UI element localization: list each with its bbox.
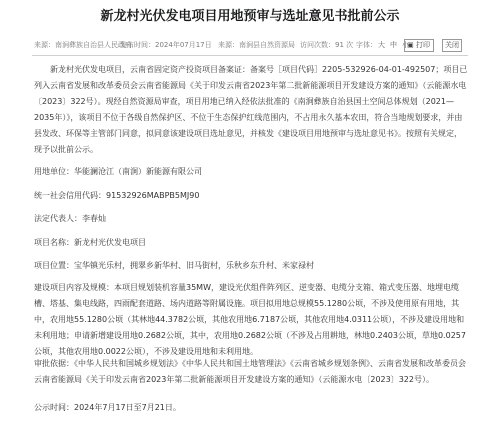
close-label: 关闭 <box>445 41 459 49</box>
location-line: 项目位置：宝华镇光乐村，拥翠乡新华村、旧马街村，乐秋乡东升村、米家禄村 <box>34 261 314 270</box>
print-icon: ▣ <box>407 41 414 49</box>
scale-paragraph: 建设项目内容及规模：本项目规划装机容量35MW，建设光伏组件阵列区、逆变器、电缆分支箱、箱式变压器、地埋电缆槽、塔基、集电线路，四雨配套道路、场内道路等附属设施。项目拟用地总规模55.1280公顷，不涉及使用原有用地，其中，农用地55.1280公顷（其林地44.3782公顷，其他农用地6.7187公顷，其他农用地4.0311公顷），不涉及建设用地和未利用地；申请新增建设用地0.2682公顷，其中，农用地0.2682公顷（不涉及占用耕地，林地0.2403公顷，草地0.0257公顷，其他农用地0.0022公顷），不涉及建设用地和未利用地。 <box>34 283 466 356</box>
legal-rep-line: 法定代表人：李春灿 <box>34 214 106 223</box>
article-meta-bar <box>34 38 462 52</box>
view-count: 访问次数：91 次 <box>300 41 354 49</box>
font-size-large-button[interactable]: 大 <box>378 41 385 49</box>
credit-code-line: 统一社会信用代码：91532926MABPB5MJ90 <box>34 191 200 200</box>
font-size-small-button[interactable]: 小 <box>402 41 409 49</box>
close-button[interactable] <box>442 39 462 52</box>
print-label: 打印 <box>416 41 430 49</box>
font-size-label: 字体： <box>356 41 377 49</box>
intro-paragraph: 新龙村光伏发电项目，云南省固定资产投资项目备案证：备案号［项目代码］2205-532926-04-01-492507；项目已列入云南省发展和改革委员会云南省能源局《关于印发云南省2023年第二批新能源项目开发建设方案的通知》（云能源水电〔2023〕322号）。现经自然资源局审查，项目用地已纳入经依法批准的《南涧彝族自治县国土空间总体规划（2021—2035年）》，该项目不位于各级自然保护区、不位于生态保护红线范围内，不占用永久基本农田，符合当地规划要求，并由县发改、环保等主管部门同意，拟同意该建设项目选址意见，并核发《建设项目用地预审与选址意见书》。按照有关规定，现予以批前公示。 <box>34 65 468 154</box>
publish-date: 发布时间：2024年07月17日 <box>120 41 212 49</box>
header-divider <box>32 55 468 56</box>
print-button[interactable] <box>404 39 434 52</box>
basis-paragraph: 审批依据：《中华人民共和国城乡规划法》《中华人民共和国土地管理法》《云南省城乡规划条例》、云南省发展和改革委员会云南省能源局《关于印发云南省2023年第二批新能源项目开发建设方案的通知》（云能源水电〔2023〕322号）。 <box>34 359 466 384</box>
period-line: 公示时间：2024年7月17日至7月21日。 <box>34 403 181 412</box>
source-label: 来源：南涧彝族自治县人民政府 <box>34 41 132 49</box>
font-size-medium-button[interactable]: 中 <box>390 41 397 49</box>
source-department: 来源：南涧县自然资源局 <box>218 41 295 49</box>
page-title: 新龙村光伏发电项目用地预审与选址意见书批前公示 <box>100 9 400 24</box>
project-name-line: 项目名称：新龙村光伏发电项目 <box>34 238 146 247</box>
applicant-line: 用地单位：华能澜沧江（南涧）新能源有限公司 <box>34 167 202 176</box>
